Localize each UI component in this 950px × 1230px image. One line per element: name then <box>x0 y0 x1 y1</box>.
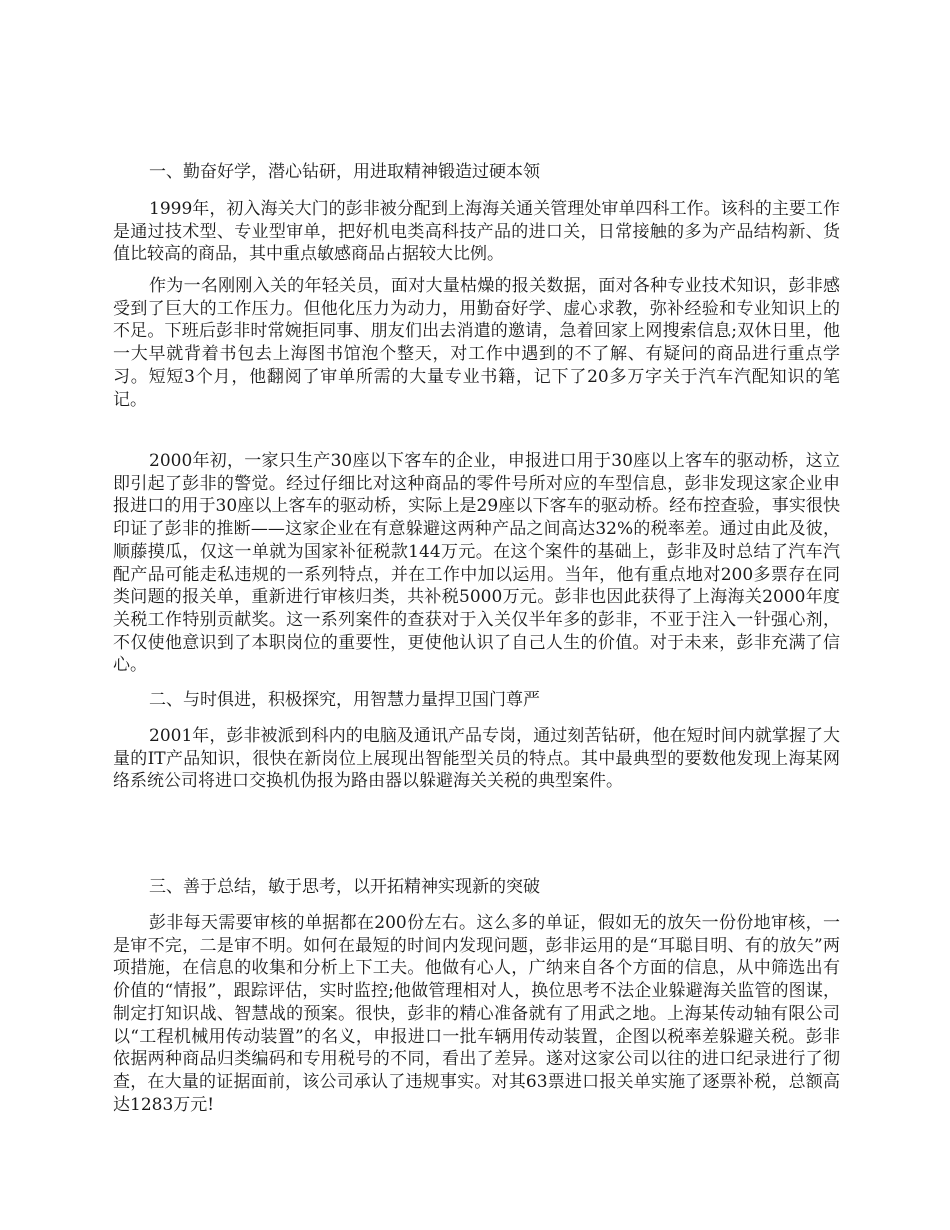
section-1-paragraph-1: 1999年，初入海关大门的彭非被分配到上海海关通关管理处审单四科工作。该科的主要工作是通过技术型、专业型审单，把好机电类高科技产品的进口关，日常接触的多为产品结构新、货值比较高的商品，其中重点敏感商品占据较大比例。 <box>113 199 840 265</box>
section-1-paragraph-2: 作为一名刚刚入关的年轻关员，面对大量枯燥的报关数据，面对各种专业技术知识，彭非感受到了巨大的工作压力。但他化压力为动力，用勤奋好学、虚心求教，弥补经验和专业知识上的不足。下班后彭非时常婉拒同事、朋友们出去消遣的邀请，急着回家上网搜索信息;双休日里，他一大早就背着书包去上海图书馆泡个整天，对工作中遇到的不了解、有疑问的商品进行重点学习。短短3个月，他翻阅了审单所需的大量专业书籍，记下了20多万字关于汽车汽配知识的笔记。 <box>113 276 840 410</box>
section-1-paragraph-3: 2000年初，一家只生产30座以下客车的企业，申报进口用于30座以上客车的驱动桥，这立即引起了彭非的警觉。经过仔细比对这种商品的零件号所对应的车型信息，彭非发现这家企业申报进口的用于30座以上客车的驱动桥，实际上是29座以下客车的驱动桥。经布控查验，事实很快印证了彭非的推断——这家企业在有意躲避这两种产品之间高达32%的税率差。通过由此及彼，顺藤摸瓜，仅这一单就为国家补征税款144万元。在这个案件的基础上，彭非及时总结了汽车汽配产品可能走私违规的一系列特点，并在工作中加以运用。当年，他有重点地对200多票存在同类问题的报关单，重新进行审核归类，共补税5000万元。彭非也因此获得了上海海关2000年度关税工作特别贡献奖。这一系列案件的查获对于入关仅半年多的彭非，不亚于注入一针强心剂，不仅使他意识到了本职岗位的重要性，更使他认识了自己人生的价值。对于未来，彭非充满了信心。 <box>113 451 840 676</box>
section-3-paragraph-1: 彭非每天需要审核的单据都在200份左右。这么多的单证，假如无的放矢一份份地审核，一是审不完，二是审不明。如何在最短的时间内发现问题，彭非运用的是“耳聪目明、有的放矢”两项措施，在信息的收集和分析上下工夫。他做有心人，广纳来自各个方面的信息，从中筛选出有价值的“情报”，跟踪评估，实时监控;他做管理相对人，换位思考不法企业躲避海关监管的图谋，制定打知识战、智慧战的预案。很快，彭非的精心准备就有了用武之地。上海某传动轴有限公司以“工程机械用传动装置”的名义，申报进口一批车辆用传动装置，企图以税率差躲避关税。彭非依据两种商品归类编码和专用税号的不同，看出了差异。遂对这家公司以往的进口纪录进行了彻查，在大量的证据面前，该公司承认了违规事实。对其63票进口报关单实施了逐票补税，总额高达1283万元! <box>113 913 840 1115</box>
section-2-heading: 二、与时俱进，积极探究，用智慧力量捍卫国门尊严 <box>149 690 540 710</box>
section-2-paragraph-1: 2001年，彭非被派到科内的电脑及通讯产品专岗，通过刻苦钻研，他在短时间内就掌握了大量的IT产品知识，很快在新岗位上展现出智能型关员的特点。其中最典型的要数他发现上海某网络系统公司将进口交换机伪报为路由器以躲避海关关税的典型案件。 <box>113 726 840 792</box>
section-3-heading: 三、善于总结，敏于思考，以开拓精神实现新的突破 <box>149 877 540 897</box>
section-1-heading: 一、勤奋好学，潜心钻研，用进取精神锻造过硬本领 <box>149 162 540 182</box>
